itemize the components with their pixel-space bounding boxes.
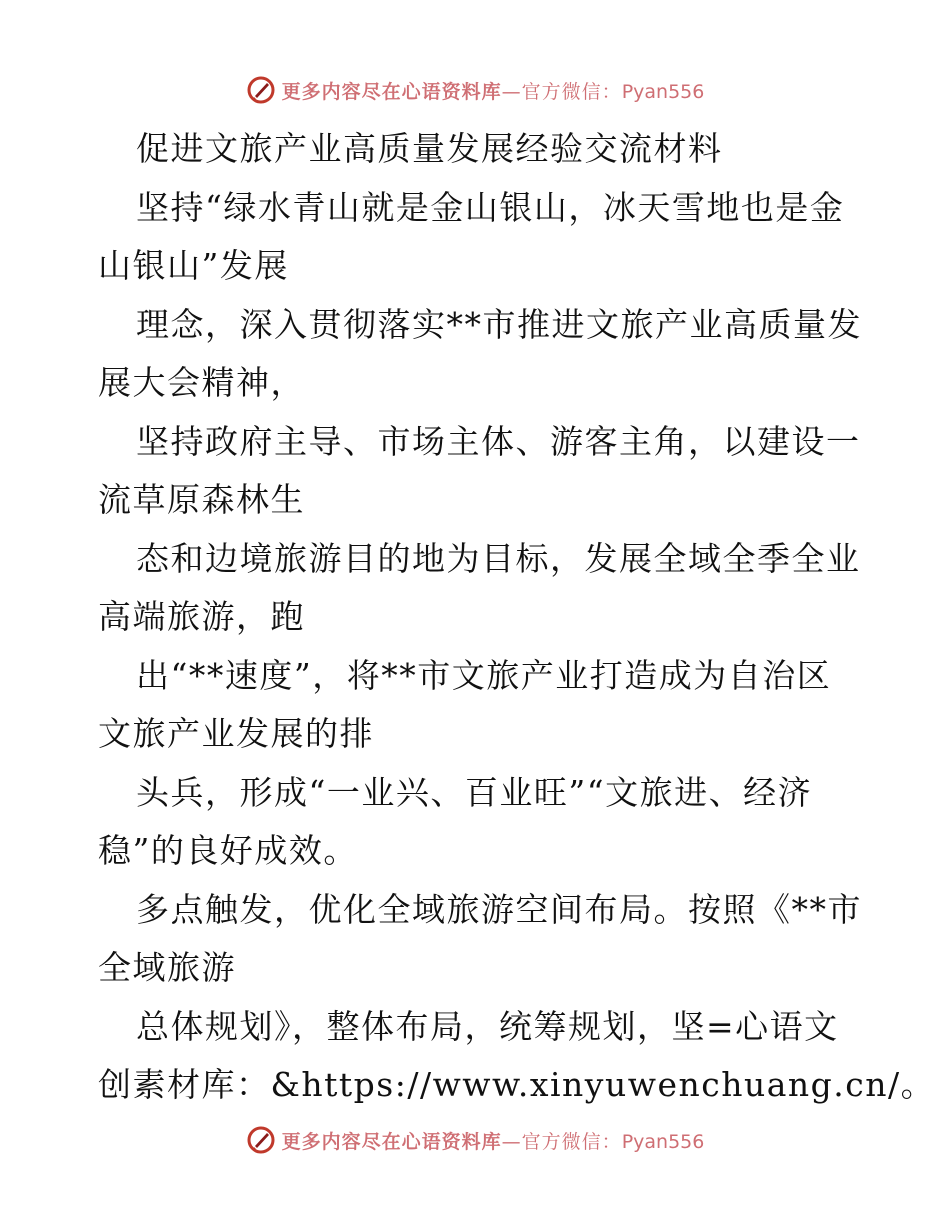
paragraph-line: 坚持“绿水青山就是金山银山，冰天雪地也是金 xyxy=(136,187,845,227)
paragraph-line: 多点触发，优化全域旅游空间布局。按照《**市 xyxy=(136,889,862,929)
paragraph-line: 稳”的良好成效。 xyxy=(98,831,358,870)
paragraph-line-with-link: 创素材库：&https://www.xinyuwenchuang.cn/。 xyxy=(98,1065,936,1104)
paragraph-line: 头兵，形成“一业兴、百业旺”“文旅进、经济 xyxy=(136,772,813,812)
header-banner xyxy=(0,70,950,110)
paragraph-line: 理念，深入贯彻落实**市推进文旅产业高质量发 xyxy=(136,304,862,344)
document-body xyxy=(98,120,936,1115)
wechat-label: 官方微信： xyxy=(521,80,622,103)
paragraph-line: 展大会精神， xyxy=(98,363,305,402)
paragraph-line: 总体规划》，整体布局，统筹规划，坚=心语文 xyxy=(136,1006,839,1046)
wechat-id: Pyan556 xyxy=(621,80,705,103)
brand-text: 更多内容尽在心语资料库 xyxy=(281,80,502,103)
paragraph-line: 出“**速度”，将**市文旅产业打造成为自治区 xyxy=(136,655,832,695)
header-banner-text xyxy=(282,77,705,104)
footer-banner-text xyxy=(282,1127,705,1154)
wechat-label: 官方微信： xyxy=(521,1130,622,1153)
paragraph-line: 文旅产业发展的排 xyxy=(98,714,374,753)
paragraph-line: 流草原森林生 xyxy=(98,480,305,519)
paragraph-line: 坚持政府主导、市场主体、游客主角，以建设一 xyxy=(136,421,861,461)
separator: — xyxy=(501,1130,522,1153)
wechat-id: Pyan556 xyxy=(621,1130,705,1153)
footer-banner xyxy=(0,1120,950,1160)
paragraph-line: 高端旅游，跑 xyxy=(98,597,305,636)
quill-pen-circle-logo-icon xyxy=(246,75,276,105)
paragraph-line: 态和边境旅游目的地为目标，发展全域全季全业 xyxy=(136,538,861,578)
quill-pen-circle-logo-icon xyxy=(246,1125,276,1155)
brand-text: 更多内容尽在心语资料库 xyxy=(281,1130,502,1153)
paragraph-line: 全域旅游 xyxy=(98,948,236,987)
document-title: 促进文旅产业高质量发展经验交流材料 xyxy=(136,129,723,168)
separator: — xyxy=(501,80,522,103)
paragraph-line: 山银山”发展 xyxy=(98,246,289,285)
